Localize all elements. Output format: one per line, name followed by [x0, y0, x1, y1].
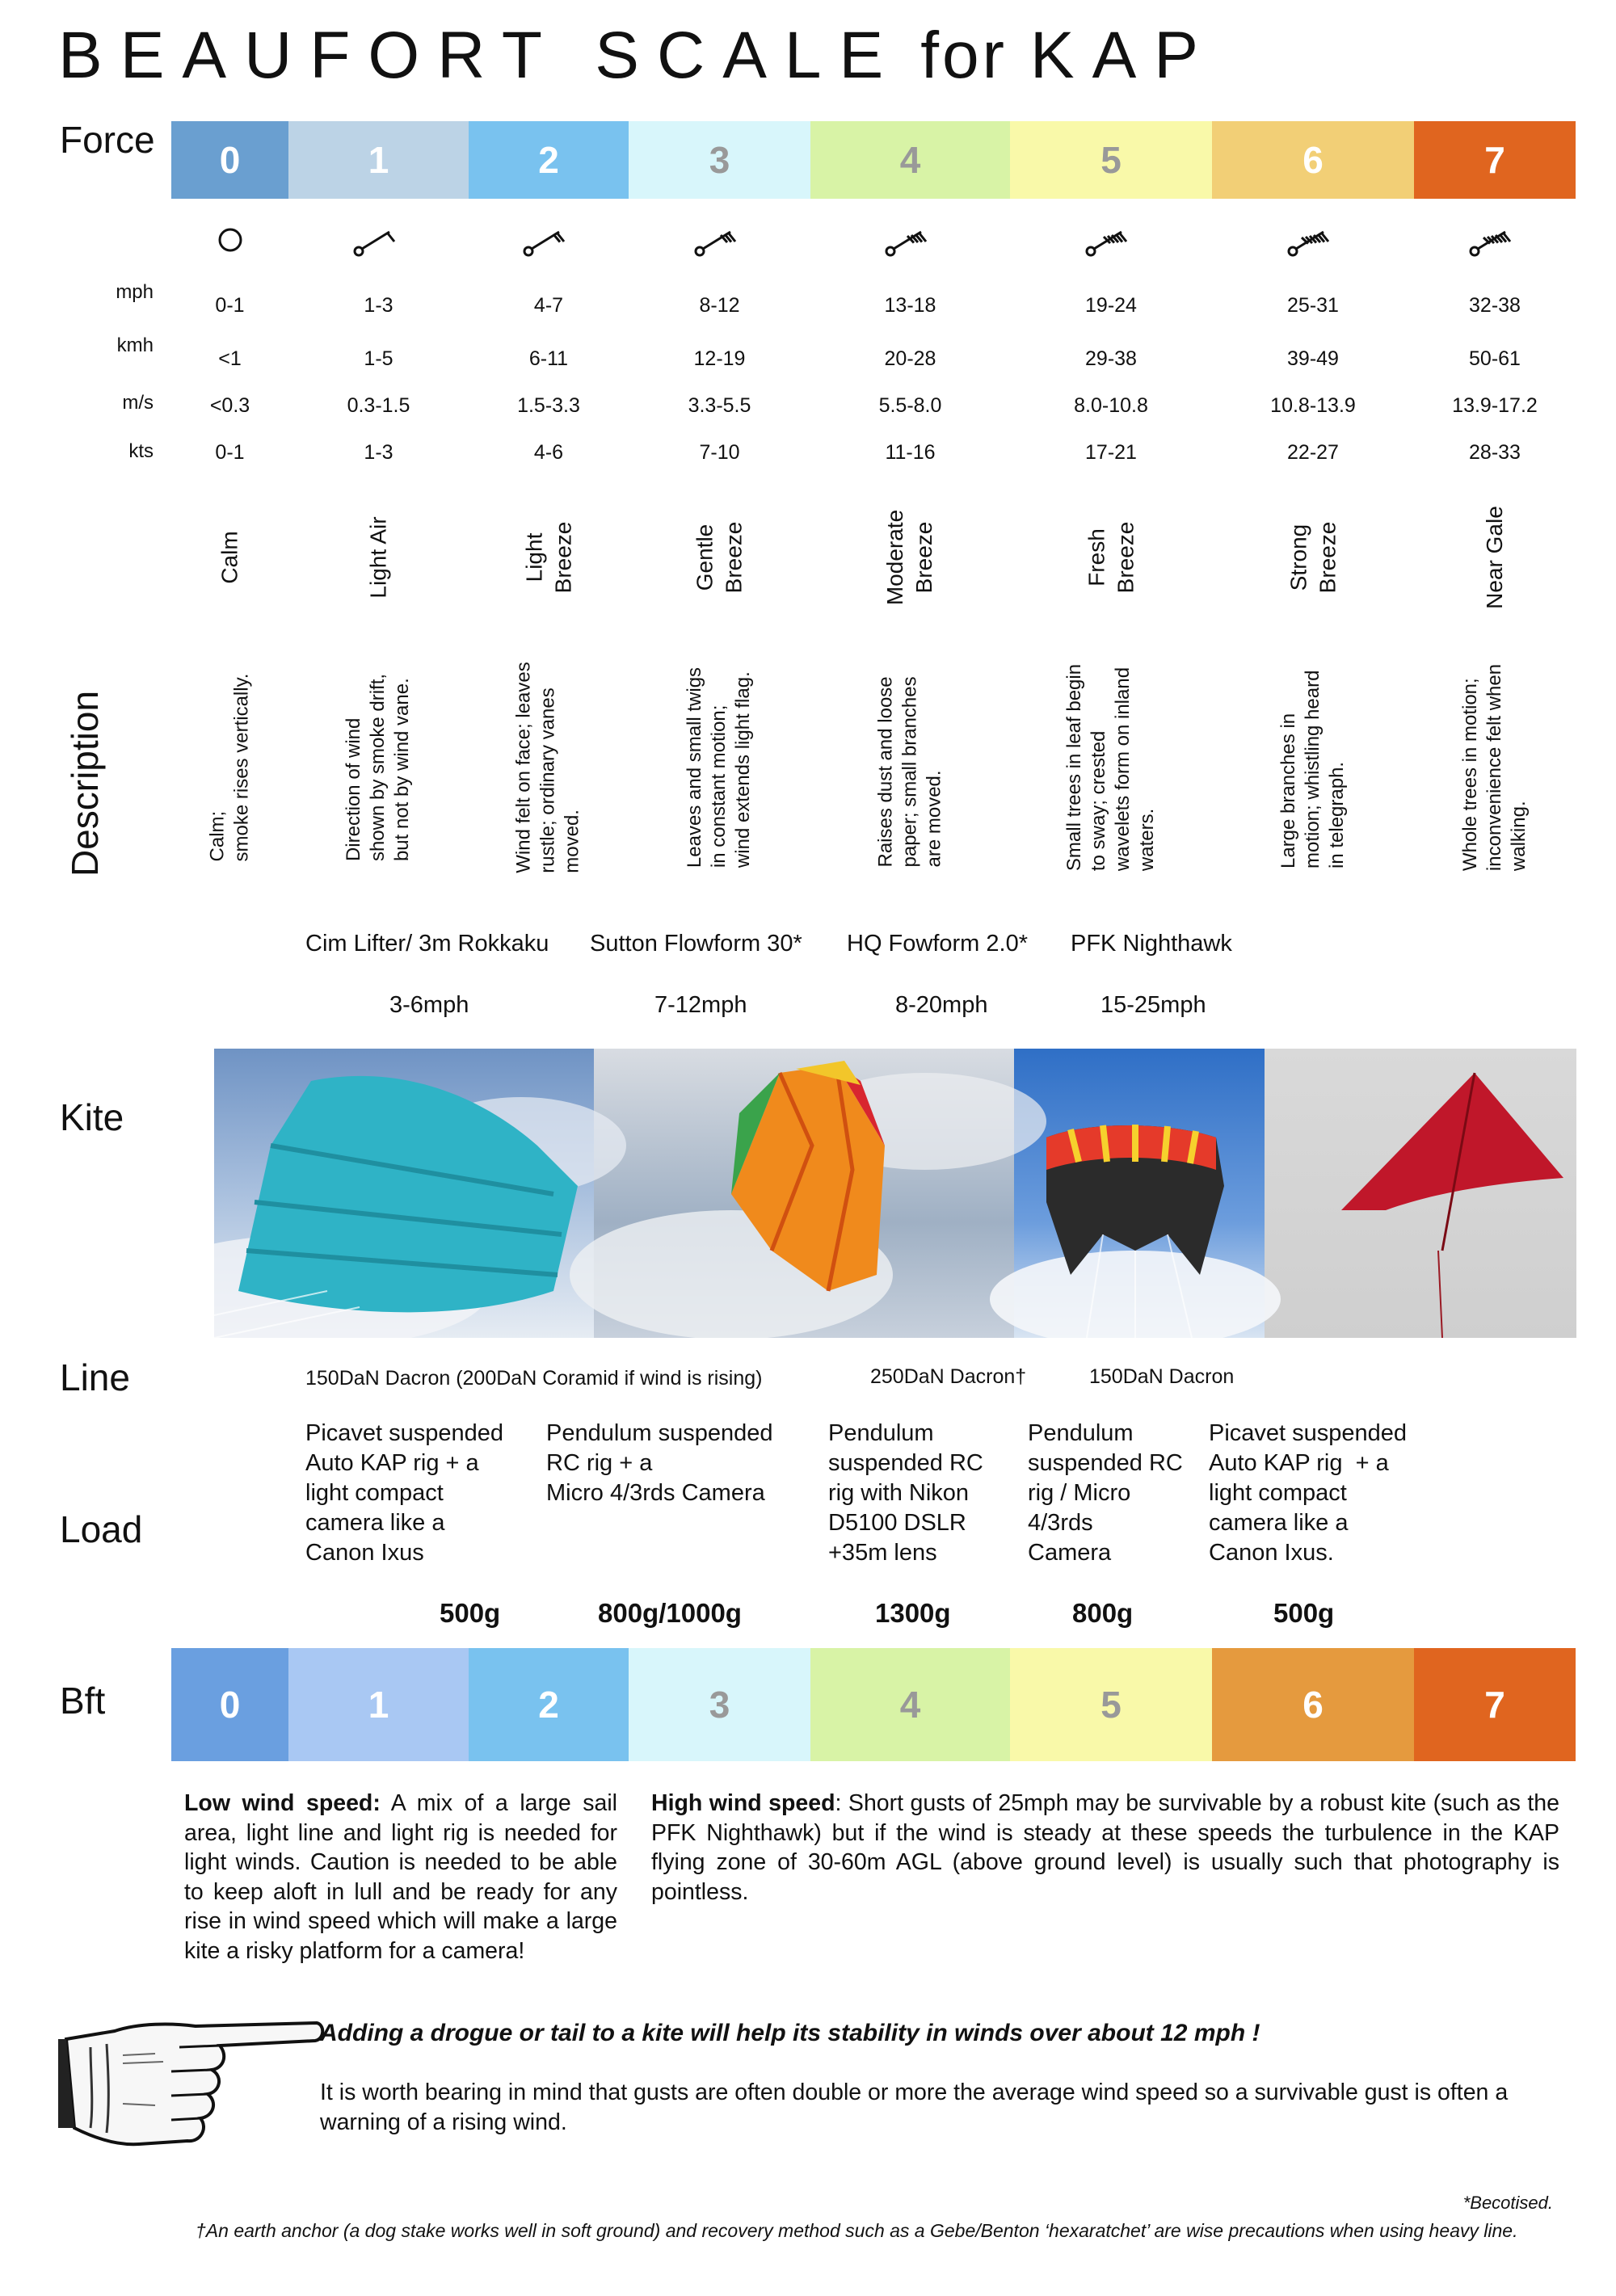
kite-name-4: PFK Nighthawk	[1071, 931, 1232, 957]
unit-kmh: kmh	[116, 334, 154, 356]
kmh-value-6: 39-49	[1287, 347, 1339, 370]
bft-cell-6: 6	[1212, 1648, 1414, 1761]
ms-value-0: <0.3	[209, 393, 250, 417]
kite-name-2: Sutton Flowform 30*	[590, 931, 802, 957]
force-name-row	[171, 485, 1576, 630]
kite-name-3: HQ Fowform 2.0*	[847, 931, 1028, 957]
weight-3: 1300g	[875, 1598, 951, 1628]
kite-label: Kite	[60, 1096, 124, 1138]
force-name-wrap-3	[629, 485, 810, 630]
description-wrap-3	[629, 646, 810, 889]
force-name-wrap-2	[469, 485, 629, 630]
force-cell-4: 4	[810, 121, 1010, 199]
bft-label: Bft	[60, 1680, 106, 1722]
wind-barb-6-icon	[1212, 212, 1414, 268]
description-1: Direction of wind shown by smoke drift, but not by wind vane.	[343, 673, 414, 862]
wind-barb-4-icon	[810, 212, 1010, 268]
description-wrap-2	[469, 646, 629, 889]
force-cell-7: 7	[1414, 121, 1576, 199]
description-row	[171, 646, 1576, 889]
description-wrap-1	[288, 646, 469, 889]
kts-value-7: 28-33	[1469, 440, 1521, 464]
line-spec-3: 150DaN Dacron	[1089, 1365, 1235, 1388]
ms-value-2: 1.5-3.3	[517, 393, 580, 417]
title-for: for	[920, 19, 1008, 92]
mph-value-3: 8-12	[699, 293, 740, 317]
bft-cell-4: 4	[810, 1648, 1010, 1761]
kts-value-4: 11-16	[885, 440, 936, 464]
kite-range-3: 8-20mph	[895, 992, 988, 1018]
kts-value-0: 0-1	[215, 440, 245, 464]
force-name-4: Moderate Breeze	[882, 509, 937, 606]
force-name-wrap-0	[171, 485, 288, 630]
kmh-row	[171, 343, 1576, 375]
force-cell-0: 0	[171, 121, 288, 199]
mph-value-2: 4-7	[533, 293, 564, 317]
line-spec-2: 250DaN Dacron†	[870, 1365, 1027, 1388]
mph-value-6: 25-31	[1287, 293, 1339, 317]
low-wind-paragraph	[184, 1789, 617, 1966]
kite-range-1: 3-6mph	[389, 992, 469, 1018]
ms-value-4: 5.5-8.0	[878, 393, 942, 417]
kite-photos-illustration	[214, 1049, 1576, 1338]
description-7: Whole trees in motion; inconvenience felt when walking.	[1459, 663, 1530, 872]
bft-cell-2: 2	[469, 1648, 629, 1761]
description-3: Leaves and small twigs in constant motion; wind extends light flag.	[684, 667, 755, 868]
tip-text: It is worth bearing in mind that gusts are often double or more the average wind speed so a survivable gust is often a warning of a rising wind.	[320, 2079, 1509, 2135]
description-label-wrap	[48, 662, 121, 905]
kts-row	[171, 436, 1576, 469]
description-wrap-6	[1212, 646, 1414, 889]
description-0: Calm; smoke rises vertically.	[206, 673, 253, 862]
wind-barb-3-icon	[629, 212, 810, 268]
high-wind-paragraph	[651, 1789, 1559, 1907]
load-text-5: Picavet suspended Auto KAP rig + a light compact camera like a Canon Ixus.	[1209, 1420, 1408, 1566]
calm-circle-icon	[171, 212, 288, 268]
kmh-value-4: 20-28	[884, 347, 936, 370]
ms-row	[171, 389, 1576, 422]
description-6: Large branches in motion; whistling heard in telegraph.	[1277, 670, 1348, 868]
force-label: Force	[60, 119, 155, 161]
description-5: Small trees in leaf begin to sway; crested wavelets form on inland waters.	[1063, 663, 1159, 872]
kite-name-1: Cim Lifter/ 3m Rokkaku	[305, 931, 549, 957]
description-wrap-7	[1414, 646, 1576, 889]
mph-value-7: 32-38	[1469, 293, 1521, 317]
ms-value-6: 10.8-13.9	[1270, 393, 1356, 417]
force-name-1: Light Air	[365, 516, 391, 599]
load-text-1: Picavet suspended Auto KAP rig + a light compact camera like a Canon Ixus	[305, 1420, 504, 1566]
force-name-wrap-4	[810, 485, 1010, 630]
mph-value-5: 19-24	[1085, 293, 1137, 317]
kts-value-6: 22-27	[1287, 440, 1339, 464]
page-title	[58, 18, 1216, 94]
ms-value-1: 0.3-1.5	[347, 393, 410, 417]
bft-cell-1: 1	[288, 1648, 469, 1761]
kmh-value-2: 6-11	[528, 347, 569, 370]
line-label: Line	[60, 1356, 130, 1398]
tip-headline: Adding a drogue or tail to a kite will help its stability in winds over about 12 mph !	[320, 2020, 1260, 2046]
footnote-anchor: †An earth anchor (a dog stake works well in soft ground) and recovery method such as a Gebe/Benton ‘hexaratchet’ are wise precautions when using heavy line.	[196, 2220, 1518, 2241]
kite-photo-strip	[214, 1049, 1576, 1338]
footnote-becotised: *Becotised.	[1462, 2193, 1553, 2213]
kts-value-3: 7-10	[699, 440, 740, 464]
ms-value-7: 13.9-17.2	[1452, 393, 1538, 417]
load-text-2: Pendulum suspended RC rig + a Micro 4/3rds Camera	[546, 1420, 773, 1506]
unit-ms: m/s	[122, 392, 154, 414]
ms-value-3: 3.3-5.5	[688, 393, 751, 417]
kmh-value-3: 12-19	[693, 347, 746, 370]
kmh-value-7: 50-61	[1469, 347, 1521, 370]
kts-value-5: 17-21	[1085, 440, 1137, 464]
force-cell-6: 6	[1212, 121, 1414, 199]
force-name-wrap-5	[1010, 485, 1212, 630]
load-text-4: Pendulum suspended RC rig / Micro 4/3rds Camera	[1028, 1420, 1183, 1566]
force-cell-1: 1	[288, 121, 469, 199]
low-wind-text: A mix of a large sail area, light line and light rig is needed for light winds. Caution is needed to be able to keep aloft in lull and be ready for any rise in wind speed which will make a large kite a risky platform for a camera!	[184, 1790, 617, 1964]
load-label: Load	[60, 1508, 143, 1550]
force-name-0: Calm	[217, 531, 242, 584]
description-wrap-5	[1010, 646, 1212, 889]
line-spec-1: 150DaN Dacron (200DaN Coramid if wind is rising)	[305, 1367, 763, 1390]
description-wrap-4	[810, 646, 1010, 889]
wind-barb-7-icon	[1414, 212, 1576, 268]
force-name-wrap-7	[1414, 485, 1576, 630]
force-name-7: Near Gale	[1482, 506, 1507, 609]
mph-value-1: 1-3	[364, 293, 393, 317]
kmh-value-1: 1-5	[364, 347, 393, 370]
ms-value-5: 8.0-10.8	[1074, 393, 1148, 417]
weight-4: 800g	[1072, 1598, 1134, 1628]
weight-2: 800g/1000g	[598, 1598, 742, 1628]
unit-mph: mph	[116, 281, 154, 303]
force-band	[171, 121, 1576, 199]
force-name-3: Gentle Breeze	[692, 521, 747, 594]
force-name-2: Light Breeze	[521, 521, 575, 594]
force-name-wrap-1	[288, 485, 469, 630]
high-wind-heading: High wind speed	[651, 1790, 835, 1816]
mph-row	[171, 289, 1576, 322]
kmh-value-5: 29-38	[1085, 347, 1137, 370]
kmh-value-0: <1	[218, 347, 242, 370]
bft-cell-0: 0	[171, 1648, 288, 1761]
weight-1: 500g	[440, 1598, 501, 1628]
wind-barb-1-icon	[288, 212, 469, 268]
force-cell-2: 2	[469, 121, 629, 199]
low-wind-heading: Low wind speed:	[184, 1790, 381, 1816]
mph-value-0: 0-1	[215, 293, 245, 317]
force-name-5: Fresh Breeze	[1084, 521, 1138, 594]
kite-range-4: 15-25mph	[1100, 992, 1206, 1018]
bft-cell-5: 5	[1010, 1648, 1212, 1761]
title-main: BEAUFORT SCALE	[58, 19, 902, 92]
bft-cell-3: 3	[629, 1648, 810, 1761]
force-cell-3: 3	[629, 121, 810, 199]
wind-barb-5-icon	[1010, 212, 1212, 268]
pointing-hand-icon	[58, 2015, 325, 2152]
bft-band	[171, 1648, 1576, 1761]
wind-barb-row	[171, 212, 1576, 268]
wind-barb-2-icon	[469, 212, 629, 268]
unit-kts: kts	[128, 440, 154, 462]
force-name-wrap-6	[1212, 485, 1414, 630]
kite-range-2: 7-12mph	[654, 992, 747, 1018]
kts-value-1: 1-3	[364, 440, 393, 464]
high-wind-text: : Short gusts of 25mph may be survivable by a robust kite (such as the PFK Nighthawk) but if the wind is steady at these speeds the turbulence in the KAP flying zone of 30-60m AGL (above ground level) is usually such that photography is pointless.	[651, 1790, 1559, 1905]
mph-value-4: 13-18	[884, 293, 936, 317]
title-kap: KAP	[1029, 19, 1216, 92]
kts-value-2: 4-6	[533, 440, 564, 464]
weight-5: 500g	[1273, 1598, 1335, 1628]
description-wrap-0	[171, 646, 288, 889]
force-cell-5: 5	[1010, 121, 1212, 199]
load-text-3: Pendulum suspended RC rig with Nikon D5100 DSLR +35m lens	[828, 1420, 983, 1566]
description-label: Description	[64, 690, 106, 877]
bft-cell-7: 7	[1414, 1648, 1576, 1761]
description-2: Wind felt on face; leaves rustle; ordinary vanes moved.	[513, 662, 583, 873]
description-4: Raises dust and loose paper; small branches are moved.	[874, 676, 945, 868]
force-name-6: Strong Breeze	[1286, 521, 1340, 594]
